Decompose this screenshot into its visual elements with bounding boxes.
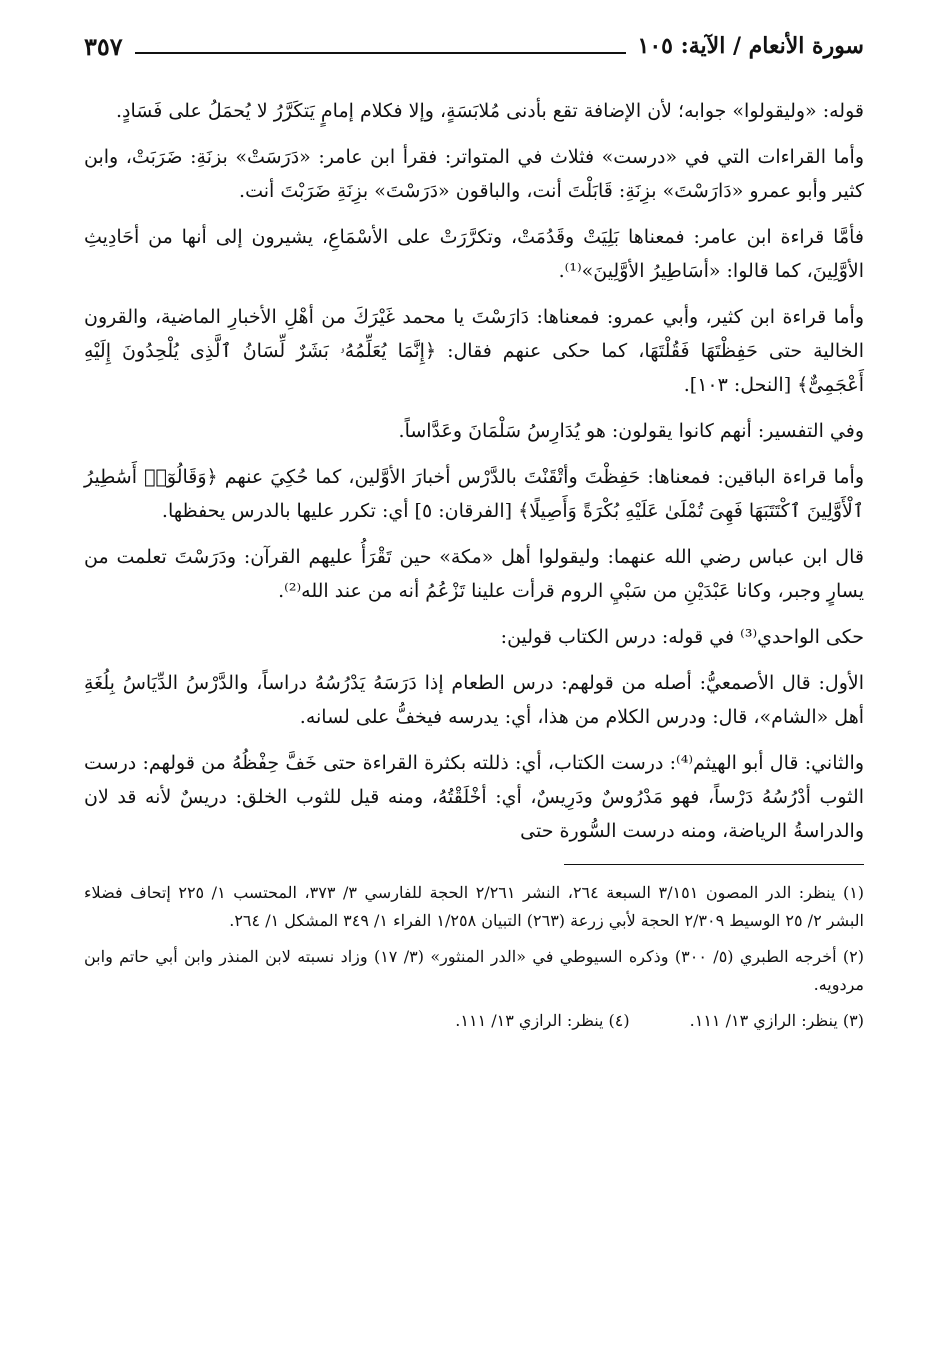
footnote: (٤) ينظر: الرازي ١٣/ ١١١.	[455, 1011, 630, 1030]
paragraph: قال ابن عباس رضي الله عنهما: وليقولوا أهل «مكة» حين تَقْرَأُ عليهم القرآن: ودَرَسْتَ تعلمت من يسارٍ وجبر، وكانا عَبْدَيْنِ من سَبْيِ الروم قرأت علينا تَزْعُمُ أنه من عند الله⁽²⁾.	[84, 546, 864, 602]
paragraph: وفي التفسير: أنهم كانوا يقولون: هو يُدَارِسُ سَلْمَانَ وعَدَّاساً.	[398, 420, 864, 442]
main-text	[84, 94, 864, 848]
surah-title: سورة الأنعام / الآية: ١٠٥	[637, 33, 864, 59]
paragraph: حكى الواحدي⁽³⁾ في قوله: درس الكتاب قولين:	[500, 626, 864, 648]
page-header	[84, 28, 864, 64]
footnotes	[84, 879, 864, 1035]
document-page	[84, 28, 864, 1035]
paragraph: الأول: قال الأصمعيُّ: أصله من قولهم: درس الطعام إذا دَرَسَهُ يَدْرُسُهُ دراساً، والدَّرْسُ الدِّيَاسُ بِلُغَةِ أهل «الشام»، قال: ودرس الكلام من هذا، أي: يدرسه فيخفُّ على لسانه.	[84, 672, 864, 728]
footnote-separator	[564, 864, 864, 865]
paragraph: فأمَّا قراءة ابن عامر: فمعناها بَلِيَتْ وقَدُمَتْ، وتكرَّرَتْ على الأسْمَاعِ، يشيرون إلى أنها من أحَادِيثِ الأوَّلِينَ، كما قالوا: «أسَاطِيرُ الأوَّلِينَ»⁽¹⁾.	[84, 226, 864, 282]
paragraph: وأما قراءة الباقين: فمعناها: حَفِظْتَ وأتْقَنْتَ بالدَّرْس أخبارَ الأوَّلين، كما حُكِيَ عنهم ﴿وَقَالُوٓا۟ أَسَٰطِيرُ ٱلْأَوَّلِينَ ٱكْتَتَبَهَا فَهِىَ تُمْلَىٰ عَلَيْهِ بُكْرَةً وَأَصِيلًا﴾ [الفرقان: ٥] أي: تكرر عليها بالدرس يحفظها.	[84, 466, 864, 522]
paragraph: وأما قراءة ابن كثير، وأبي عمرو: فمعناها: دَارَسْتَ يا محمد غَيْرَكَ من أهْلِ الأخبارِ الماضية، والقرون الخالية حتى حَفِظْتَهَا فَقُلْتَهَا، كما حكى عنهم فقال: ﴿إِنَّمَا يُعَلِّمُهُۥ بَشَرٌ لِّسَانُ ٱلَّذِى يُلْحِدُونَ إِلَيْهِ أَعْجَمِىٌّ﴾ [النحل: ١٠٣].	[84, 306, 864, 396]
footnote-row	[84, 1007, 864, 1035]
paragraph: وأما القراءات التي في «درست» فثلاث في المتواتر: فقرأ ابن عامر: «دَرَسَتْ» بزنَةِ: ضَرَبَتْ، وابن كثير وأبو عمرو «دَارَسْتَ» بزِنَةِ: قَابَلْتَ أنت، والباقون «دَرَسْتَ» بزِنَةِ ضَرَبْتَ أنت.	[84, 146, 864, 202]
paragraph: قوله: «وليقولوا» جوابه؛ لأن الإضافة تقع بأدنى مُلابَسَةٍ، وإلا فكلام إمامٍ يَتكَرَّرُ لا يُحمَلُ على فَسَادٍ.	[115, 100, 864, 122]
footnote: (١) ينظر: الدر المصون ٣/١٥١ السبعة ٢٦٤، النشر ٢/٢٦١ الحجة للفارسي ٣/ ٣٧٣، المحتسب ١/ ٢٢٥ إتحاف فضلاء البشر ٢/ ٢٥ الوسيط ٢/٣٠٩ الحجة لأبي زرعة (٢٦٣) التبيان ١/٢٥٨ الفراء ١/ ٣٤٩ المشكل ١/ ٢٦٤.	[84, 883, 865, 930]
page-number: ٣٥٧	[84, 31, 123, 61]
header-rule	[135, 38, 626, 54]
footnote: (٣) ينظر: الرازي ١٣/ ١١١.	[689, 1011, 864, 1030]
paragraph: والثاني: قال أبو الهيثم⁽⁴⁾: درست الكتاب، أي: ذللته بكثرة القراءة حتى خَفَّ حِفْظُهُ من قولهم: درست الثوب أدْرُسُهُ دَرْساً، فهو مَدْرُوسٌ ودَرِيسٌ، أي: أخْلَقْتُهُ، ومنه قيل للثوب الخلق: دريسٌ لأنه قد لان والدراسةُ الرياضة، ومنه درست السُّورة حتى	[84, 752, 864, 842]
footnote: (٢) أخرجه الطبري (٥/ ٣٠٠) وذكره السيوطي في «الدر المنثور» (٣/ ١٧) وزاد نسبته لابن المنذر وابن أبي حاتم وابن مردويه.	[84, 947, 864, 994]
